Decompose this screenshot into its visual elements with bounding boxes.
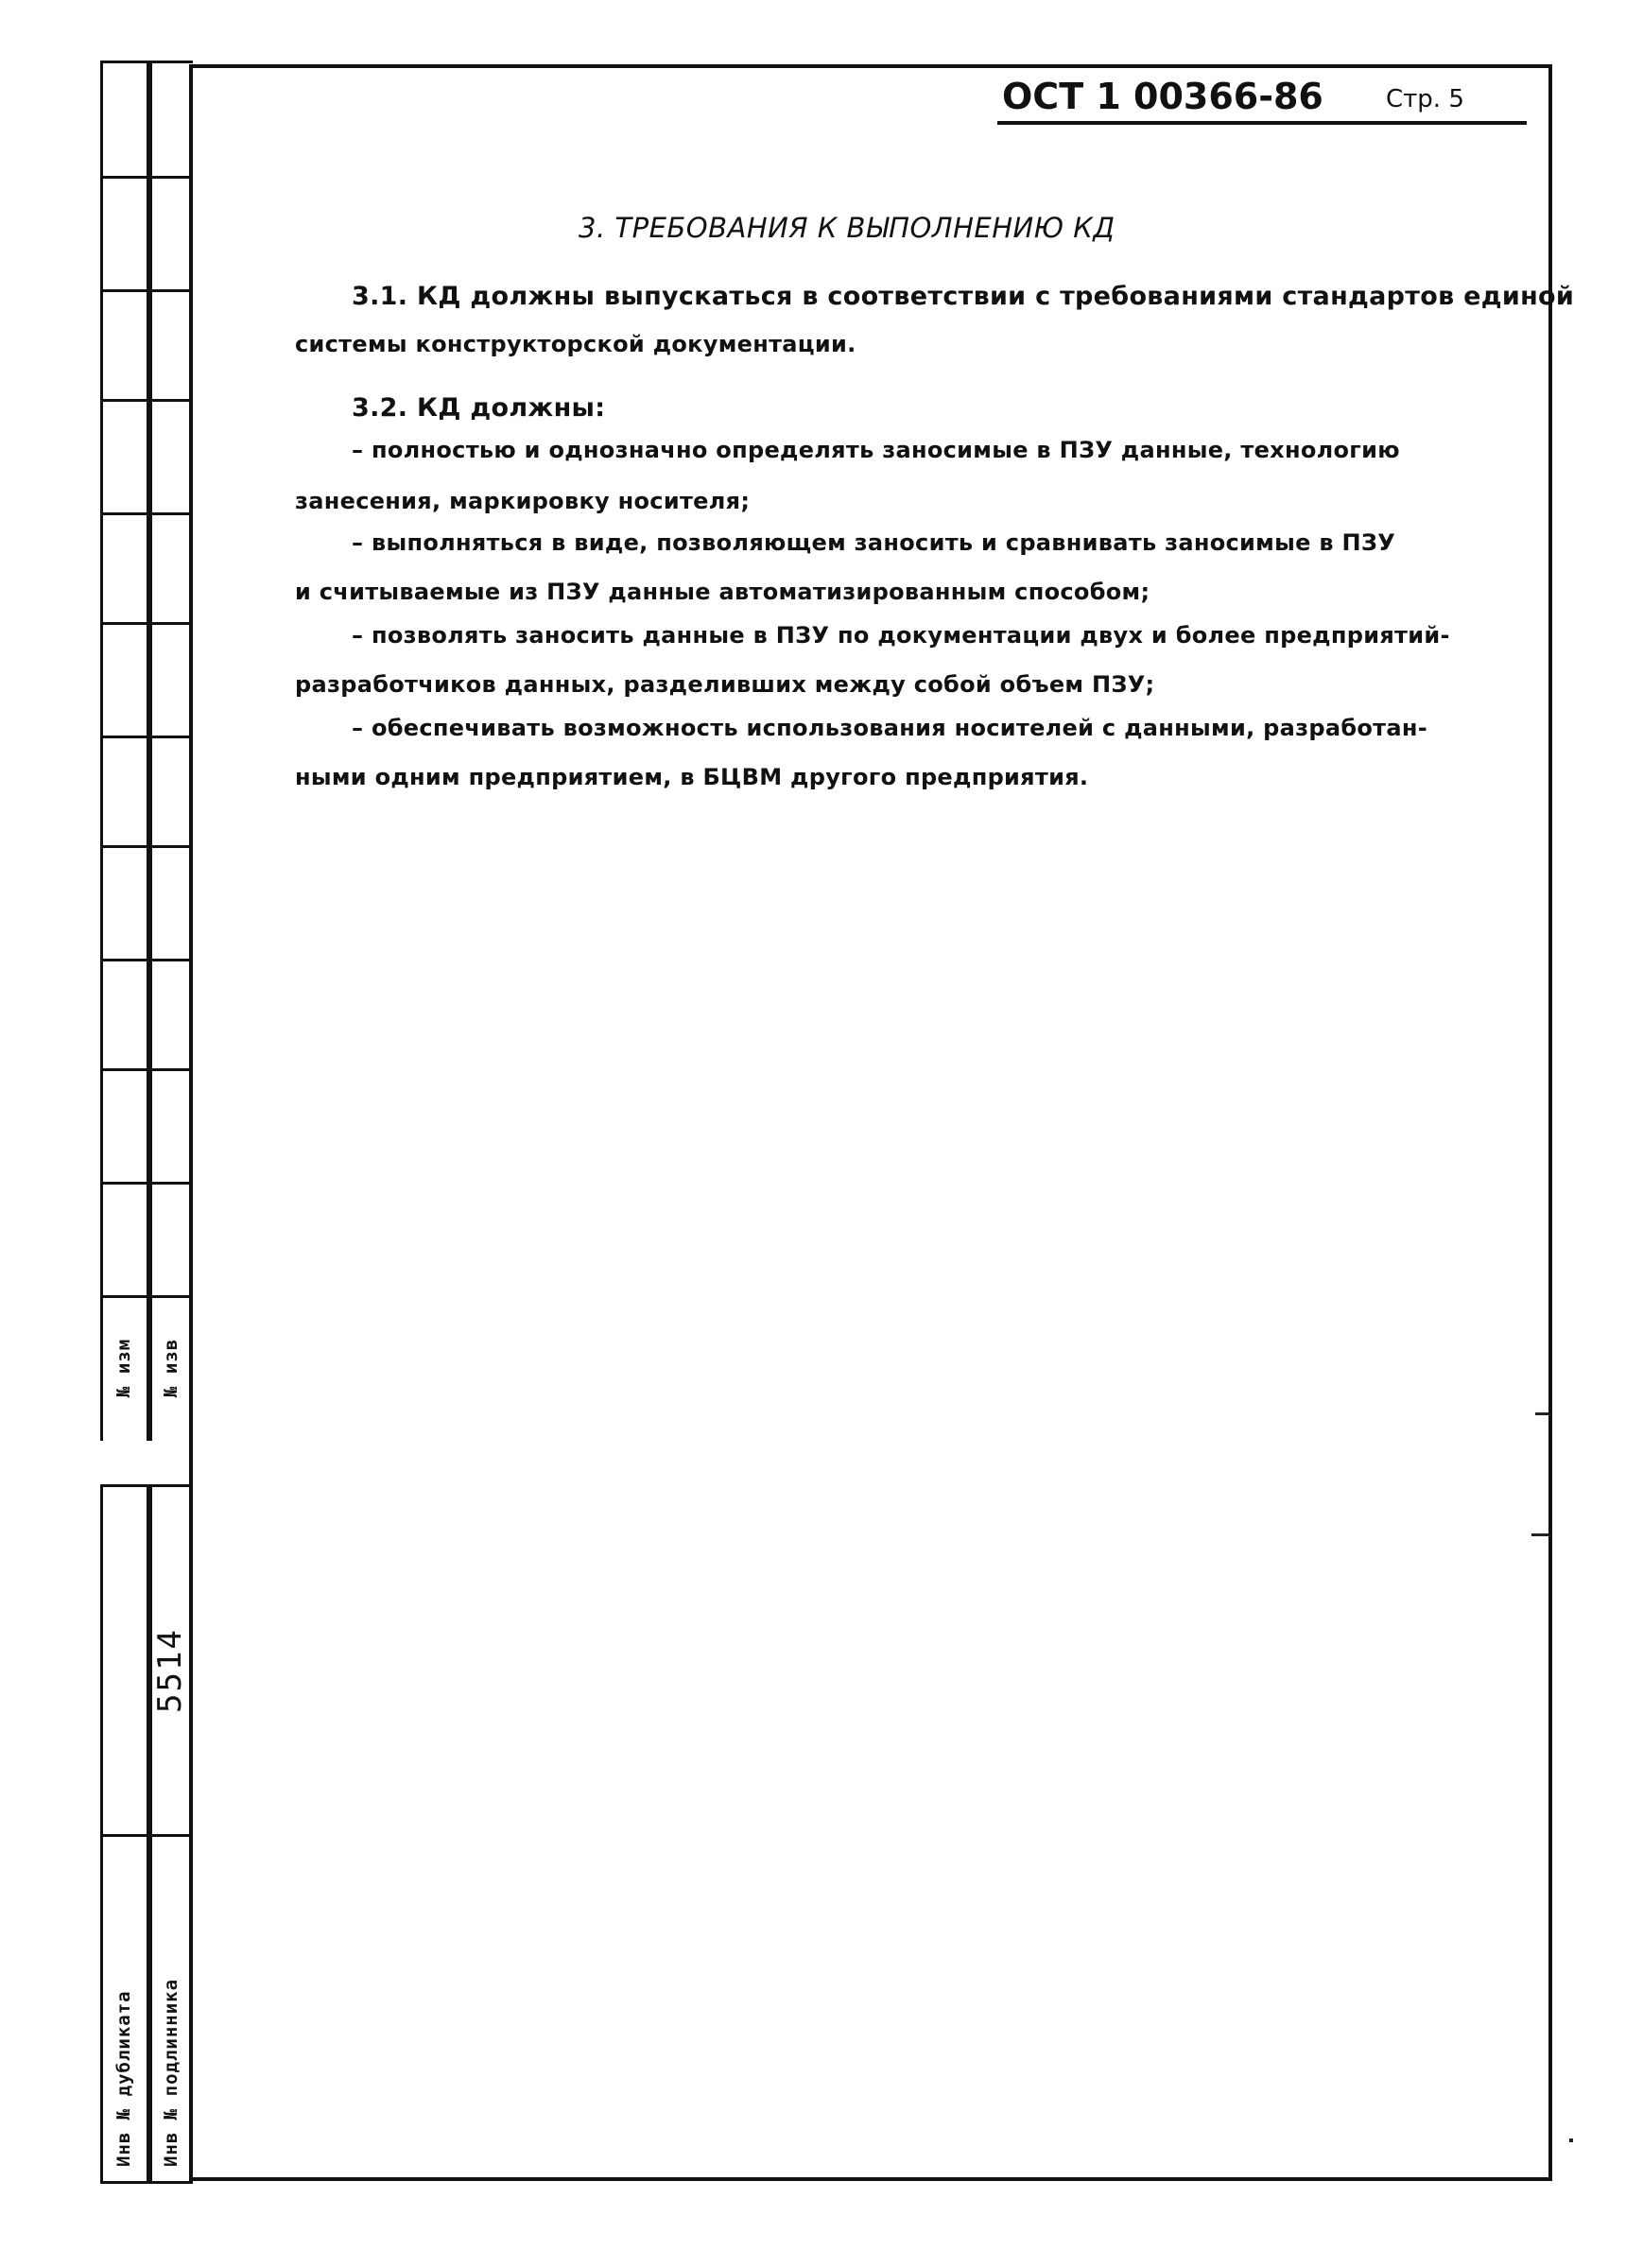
scan-mark [1531,1533,1548,1536]
bullet-3-line-2: разработчиков данных, разделивших между собой объем ПЗУ; [295,671,1155,698]
margin-divider [100,736,193,738]
scan-mark [1535,1412,1548,1415]
bullet-1-line-2: занесения, маркировку носителя; [295,488,751,514]
margin-divider [100,622,193,625]
paragraph-3-2-title: 3.2. КД должны: [352,393,606,423]
margin-divider [100,512,193,515]
margin-column-left-upper [100,61,149,1441]
scan-mark [1569,2138,1573,2142]
margin-divider [100,399,193,402]
bullet-2-line-2: и считываемые из ПЗУ данные автоматизированным способом; [295,579,1150,605]
section-title: 3. ТРЕБОВАНИЯ К ВЫПОЛНЕНИЮ КД [579,212,1116,244]
bullet-4-line-2: ными одним предприятием, в БЦВМ другого предприятия. [295,764,1089,790]
margin-divider [100,1068,193,1071]
duplicate-inventory-label: Инв № дубликата [113,1990,134,2167]
margin-column-right-upper [149,61,193,1441]
margin-divider [100,176,193,179]
margin-divider [100,845,193,848]
margin-divider [100,1834,193,1837]
bullet-4-line-1: – обеспечивать возможность использования носителей с данными, разработан- [352,715,1428,741]
margin-divider [100,1295,193,1298]
bullet-3-line-1: – позволять заносить данные в ПЗУ по документации двух и более предприятий- [352,622,1450,649]
margin-divider [100,1182,193,1185]
document-code: ОСТ 1 00366-86 [1002,76,1323,117]
paragraph-3-1-line-2: системы конструкторской документации. [295,331,856,357]
original-inventory-label: Инв № подлинника [161,1978,182,2167]
bullet-1-line-1: – полностью и однозначно определять заносимые в ПЗУ данные, технологию [352,437,1400,463]
margin-divider [100,959,193,961]
original-inventory-number: 5514 [151,1628,189,1713]
page-number: Стр. 5 [1386,85,1464,113]
paragraph-3-1-line-1: 3.1. КД должны выпускаться в соответствии с требованиями стандартов единой [352,282,1575,311]
header-rule [997,121,1527,125]
bullet-2-line-1: – выполняться в виде, позволяющем заносить и сравнивать заносимые в ПЗУ [352,529,1396,556]
izv-number-label: № изв [161,1338,182,1397]
izm-number-label: № изм [113,1338,134,1397]
page-frame [189,64,1552,2181]
margin-divider [100,289,193,292]
